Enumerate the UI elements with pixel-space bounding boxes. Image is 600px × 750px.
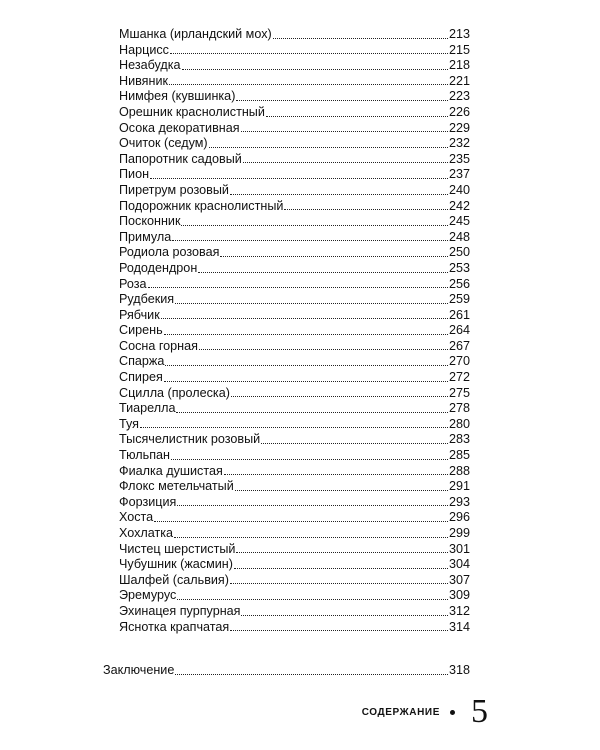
toc-entry-title: Сирень — [119, 323, 163, 338]
toc-entry — [119, 323, 470, 339]
toc-entry — [119, 27, 470, 43]
toc-entry-page: 296 — [448, 510, 470, 525]
toc-entry-title: Эремурус — [119, 588, 177, 603]
toc-entry-title: Заключение — [103, 663, 175, 677]
toc-entry-page: 226 — [448, 104, 470, 119]
toc-entry-title: Тиарелла — [119, 401, 176, 416]
dot-leader — [148, 287, 448, 288]
dot-leader — [231, 396, 448, 397]
toc-entry-page: 223 — [448, 89, 470, 104]
toc-entry — [119, 136, 470, 152]
dot-leader — [171, 459, 448, 460]
dot-leader — [175, 674, 448, 675]
toc-entry — [119, 432, 470, 448]
toc-entry-title: Нивяник — [119, 73, 168, 88]
toc-entry-title: Хоста — [119, 510, 154, 525]
bullet-separator — [450, 710, 455, 715]
dot-leader — [220, 256, 448, 257]
dot-leader — [236, 552, 448, 553]
toc-entry-page: 285 — [448, 448, 470, 463]
toc-entry-title: Рябчик — [119, 307, 160, 322]
toc-entry-page: 288 — [448, 463, 470, 478]
dot-leader — [161, 318, 448, 319]
toc-entry-title: Орешник краснолистный — [119, 104, 265, 119]
toc-entry — [119, 479, 470, 495]
toc-entry-page: 309 — [448, 588, 470, 603]
toc-entry — [119, 448, 470, 464]
dot-leader — [241, 615, 448, 616]
toc-entry-page: 318 — [448, 663, 470, 677]
toc-entry-title: Рододендрон — [119, 260, 198, 275]
toc-entry — [119, 464, 470, 480]
toc-entry-conclusion — [103, 663, 470, 679]
dot-leader — [230, 630, 448, 631]
toc-entry — [119, 43, 470, 59]
toc-entry — [119, 277, 470, 293]
dot-leader — [169, 84, 448, 85]
toc-entry-title: Тысячелистник розовый — [119, 432, 261, 447]
toc-entry-page: 256 — [448, 276, 470, 291]
toc-entry-title: Спаржа — [119, 354, 165, 369]
toc-entry-page: 291 — [448, 479, 470, 494]
dot-leader — [164, 381, 448, 382]
toc-entry-title: Тюльпан — [119, 448, 170, 463]
toc-entry — [119, 167, 470, 183]
toc-entry-page: 240 — [448, 182, 470, 197]
page-footer — [362, 694, 488, 730]
toc-entry — [119, 199, 470, 215]
toc-entry — [119, 557, 470, 573]
toc-entry-title: Туя — [119, 416, 139, 431]
toc-entry-page: 264 — [448, 323, 470, 338]
dot-leader — [165, 365, 448, 366]
dot-leader — [164, 334, 448, 335]
toc-entry — [119, 74, 470, 90]
toc-entry — [119, 261, 470, 277]
toc-entry-page: 307 — [448, 572, 470, 587]
toc-entry — [119, 152, 470, 168]
toc-entry — [119, 339, 470, 355]
toc-entry-page: 304 — [448, 557, 470, 572]
toc-entry — [119, 620, 470, 636]
toc-entry-page: 293 — [448, 494, 470, 509]
toc-entry-title: Яснотка крапчатая — [119, 619, 230, 634]
page-number: 5 — [471, 693, 488, 730]
toc-entry-title: Сцилла (пролеска) — [119, 385, 230, 400]
toc-entry — [119, 370, 470, 386]
toc-entry-title: Примула — [119, 229, 172, 244]
toc-entry-title: Хохлатка — [119, 526, 174, 540]
toc-entry-page: 232 — [448, 136, 470, 151]
toc-entry-page: 280 — [448, 416, 470, 431]
toc-entry — [119, 89, 470, 105]
toc-entry-title: Незабудка — [119, 58, 181, 73]
toc-entry-title: Родиола розовая — [119, 245, 220, 260]
dot-leader — [241, 131, 448, 132]
toc-entry — [119, 354, 470, 370]
toc-entry-page: 248 — [448, 229, 470, 244]
toc-entry — [119, 495, 470, 511]
toc-entry-title: Форзиция — [119, 494, 177, 509]
dot-leader — [235, 490, 448, 491]
toc-list — [119, 27, 470, 635]
toc-entry — [119, 121, 470, 137]
toc-entry-page: 314 — [448, 619, 470, 634]
toc-entry-page: 278 — [448, 401, 470, 416]
toc-entry — [119, 401, 470, 417]
dot-leader — [199, 349, 448, 350]
toc-entry — [119, 245, 470, 261]
toc-entry-page: 283 — [448, 432, 470, 447]
toc-entry-page: 235 — [448, 151, 470, 166]
toc-entry — [119, 214, 470, 230]
toc-entry-title: Подорожник краснолистный — [119, 198, 284, 213]
dot-leader — [209, 147, 448, 148]
toc-entry — [119, 386, 470, 402]
dot-leader — [177, 505, 448, 506]
toc-entry — [119, 510, 470, 526]
toc-entry-title: Осока декоративная — [119, 120, 240, 135]
toc-entry — [119, 588, 470, 604]
toc-entry-title: Очиток (седум) — [119, 136, 208, 151]
toc-entry — [119, 573, 470, 589]
toc-entry — [119, 604, 470, 620]
toc-entry — [119, 183, 470, 199]
toc-entry-page: 299 — [448, 526, 470, 540]
toc-entry-title: Посконник — [119, 214, 181, 229]
dot-leader — [243, 162, 448, 163]
toc-entry-title: Шалфей (сальвия) — [119, 572, 229, 587]
toc-entry-title: Роза — [119, 276, 147, 291]
dot-leader — [182, 69, 448, 70]
toc-entry — [119, 105, 470, 121]
toc-entry-title: Флокс метельчатый — [119, 479, 234, 494]
toc-entry-title: Пиретрум розовый — [119, 182, 229, 197]
toc-entry-title: Фиалка душистая — [119, 463, 223, 478]
toc-entry-title: Чубушник (жасмин) — [119, 557, 233, 572]
toc-entry-title: Сосна горная — [119, 338, 198, 353]
toc-entry — [119, 308, 470, 324]
toc-entry-title: Спирея — [119, 370, 163, 385]
toc-entry-page: 218 — [448, 58, 470, 73]
toc-entry-page: 275 — [448, 385, 470, 400]
dot-leader — [236, 100, 448, 101]
toc-entry-page: 270 — [448, 354, 470, 369]
toc-entry-page: 242 — [448, 198, 470, 213]
toc-entry-title: Нимфея (кувшинка) — [119, 89, 236, 104]
toc-entry-page: 237 — [448, 167, 470, 182]
dot-leader — [154, 521, 448, 522]
dot-leader — [176, 412, 448, 413]
toc-entry-page: 250 — [448, 245, 470, 260]
toc-entry-page: 253 — [448, 260, 470, 275]
toc-entry — [119, 230, 470, 246]
toc-entry-title: Рудбекия — [119, 292, 175, 307]
section-label: СОДЕРЖАНИЕ — [361, 706, 440, 718]
dot-leader — [150, 178, 448, 179]
toc-entry-title: Мшанка (ирландский мох) — [119, 27, 272, 41]
toc-entry-page: 229 — [448, 120, 470, 135]
dot-leader — [266, 116, 448, 117]
toc-entry-page: 267 — [448, 338, 470, 353]
dot-leader — [261, 443, 448, 444]
dot-leader — [172, 240, 448, 241]
dot-leader — [175, 303, 448, 304]
toc-entry-title: Эхинацея пурпурная — [119, 603, 241, 618]
toc-entry — [119, 292, 470, 308]
toc-entry-page: 213 — [448, 27, 470, 41]
toc-entry — [119, 542, 470, 558]
toc-entry-page: 312 — [448, 603, 470, 618]
toc-entry-page: 215 — [448, 42, 470, 57]
dot-leader — [177, 599, 448, 600]
toc-entry-title: Нарцисс — [119, 42, 169, 57]
dot-leader — [198, 272, 448, 273]
dot-leader — [170, 53, 448, 54]
dot-leader — [230, 583, 448, 584]
dot-leader — [234, 568, 448, 569]
toc-entry-title: Пион — [119, 167, 150, 182]
toc-entry — [119, 58, 470, 74]
toc-entry-title: Чистец шерстистый — [119, 541, 236, 556]
dot-leader — [273, 38, 448, 39]
dot-leader — [174, 537, 448, 538]
toc-entry-page: 261 — [448, 307, 470, 322]
dot-leader — [284, 209, 448, 210]
toc-entry — [119, 417, 470, 433]
dot-leader — [140, 427, 448, 428]
toc-entry-page: 245 — [448, 214, 470, 229]
toc-entry-title: Папоротник садовый — [119, 151, 242, 166]
toc-entry-page: 301 — [448, 541, 470, 556]
dot-leader — [224, 474, 448, 475]
dot-leader — [181, 225, 448, 226]
toc-entry-page: 272 — [448, 370, 470, 385]
toc-entry-page: 221 — [448, 73, 470, 88]
toc-entry — [119, 526, 470, 542]
toc-entry-page: 259 — [448, 292, 470, 307]
dot-leader — [230, 194, 448, 195]
